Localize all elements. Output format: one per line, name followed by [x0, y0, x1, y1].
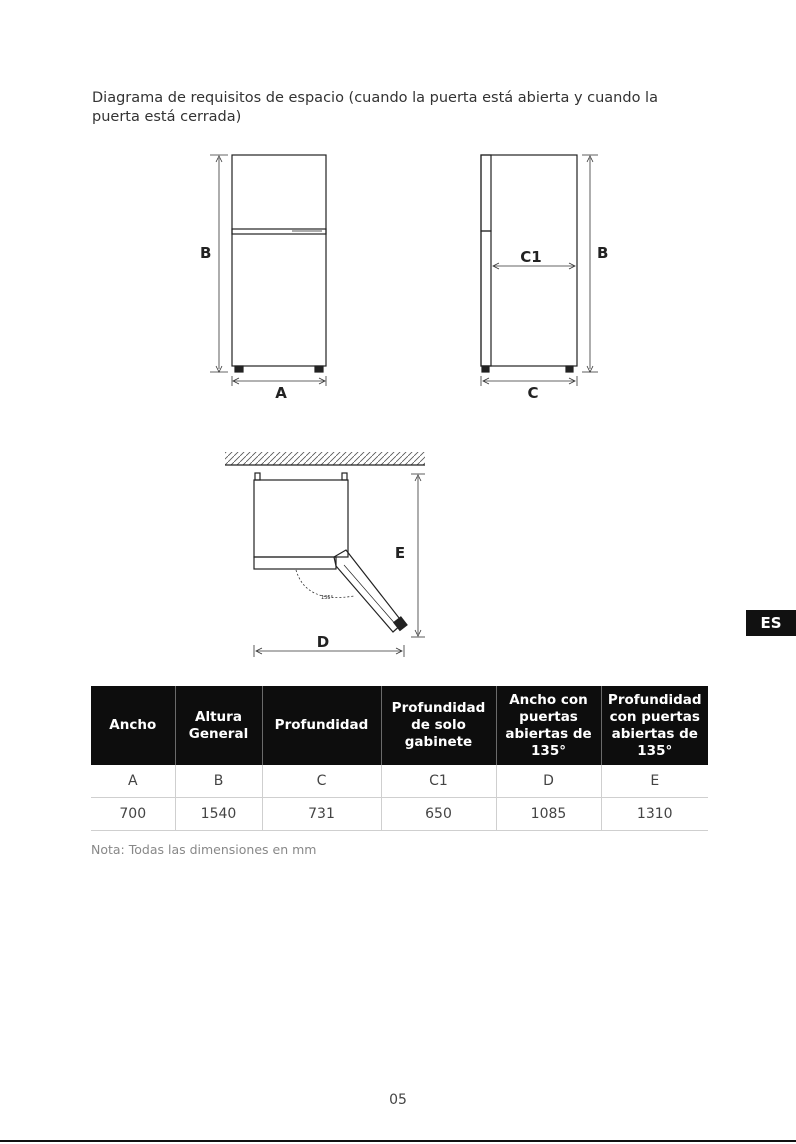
dimension-label-a: A [275, 384, 287, 402]
table-cell: B [175, 765, 262, 798]
table-cell: C [262, 765, 381, 798]
dimension-label-c: C [527, 384, 539, 402]
table-cell: 1310 [601, 798, 708, 831]
table-header-cell: Profundidad de solo gabinete [381, 686, 496, 765]
front-view-fridge [232, 155, 326, 372]
language-badge: ES [746, 610, 796, 636]
table-cell: A [91, 765, 175, 798]
wall-hatch [225, 452, 425, 465]
door-angle-label: 135° [320, 595, 334, 601]
table-header-cell: Profundidad [262, 686, 381, 765]
dimension-label-e: E [394, 544, 406, 562]
table-cell: D [496, 765, 601, 798]
table-header-row [91, 686, 708, 765]
table-row [91, 798, 708, 831]
top-view-fridge [254, 473, 407, 632]
dimension-label-b-side: B [597, 244, 609, 262]
table-header-cell: Ancho con puertas abiertas de 135° [496, 686, 601, 765]
intro-text: Diagrama de requisitos de espacio (cuando la puerta está abierta y cuando la puerta está cerrada) [92, 90, 658, 125]
table-cell: C1 [381, 765, 496, 798]
dimension-label-d: D [316, 633, 330, 651]
dimension-label-c1: C1 [520, 248, 542, 266]
door-angle-arc [296, 570, 354, 598]
dimensions-table [91, 686, 708, 831]
dimension-b-front [210, 155, 228, 372]
dimension-e [411, 474, 425, 637]
bottom-rule [0, 1140, 796, 1142]
dimension-label-b-front: B [200, 244, 212, 262]
table-row [91, 765, 708, 798]
table-cell: 1085 [496, 798, 601, 831]
page-number: 05 [389, 1092, 407, 1108]
table-header-cell: Ancho [91, 686, 175, 765]
table-cell: E [601, 765, 708, 798]
dimensions-note: Nota: Todas las dimensiones en mm [91, 842, 317, 857]
table-cell: 650 [381, 798, 496, 831]
dimension-b-side [582, 155, 598, 372]
table-cell: 1540 [175, 798, 262, 831]
table-cell: 700 [91, 798, 175, 831]
table-header-cell: Altura General [175, 686, 262, 765]
table-header-cell: Profundidad con puertas abiertas de 135° [601, 686, 708, 765]
table-cell: 731 [262, 798, 381, 831]
